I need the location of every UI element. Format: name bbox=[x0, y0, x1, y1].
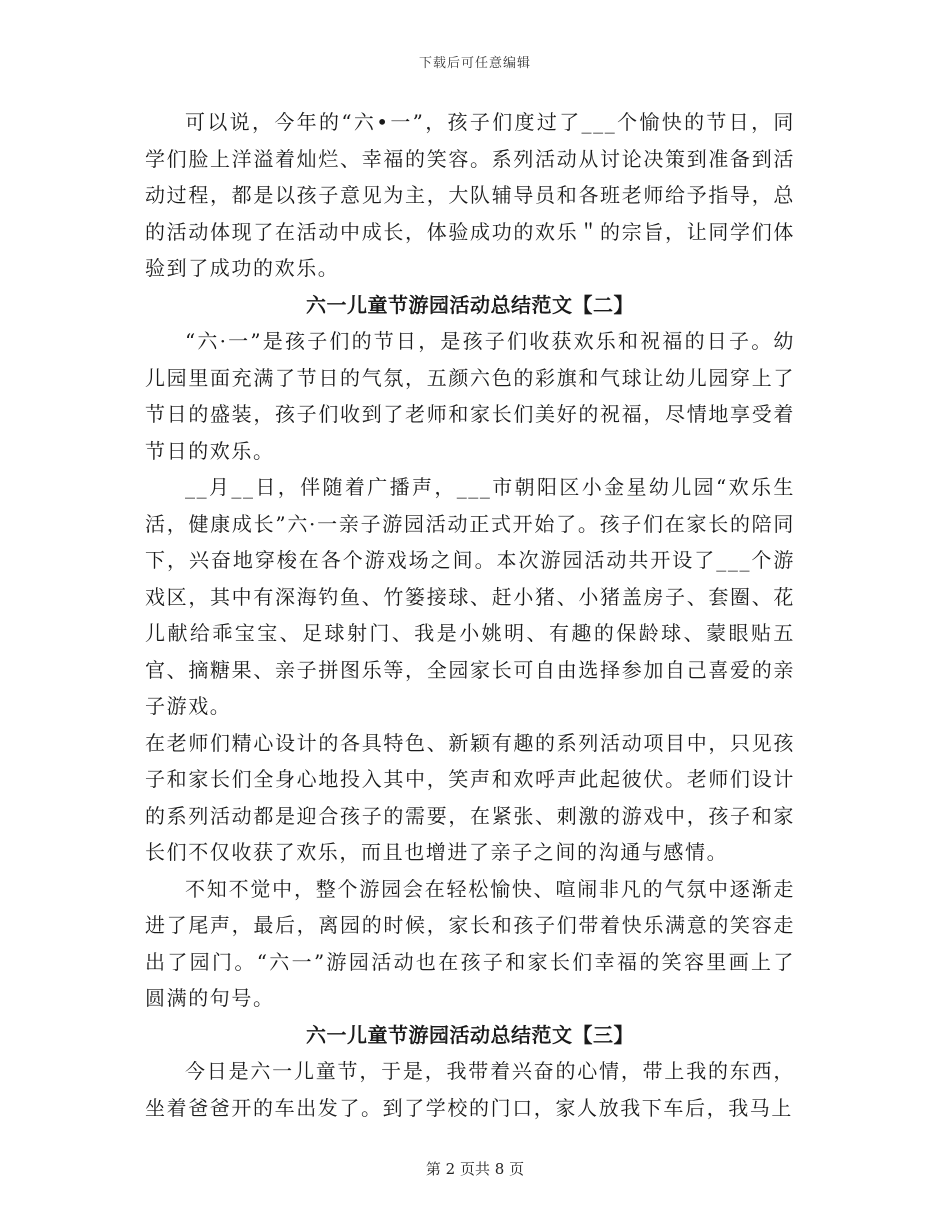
document-body bbox=[145, 104, 795, 1126]
page-number: 第 2 页共 8 页 bbox=[425, 1160, 525, 1178]
paragraph-1: 可以说，今年的“六•一”，孩子们度过了___个愉快的节日，同学们脸上洋溢着灿烂、幸福的笑容。系列活动从讨论决策到准备到活动过程，都是以孩子意见为主，大队辅导员和各班老师给予指导，总的活动体现了在活动中成长，体验成功的欢乐＂的宗旨，让同学们体验到了成功的欢乐。 bbox=[145, 110, 795, 280]
paragraph-2: “六·一”是孩子们的节日，是孩子们收获欢乐和祝福的日子。幼儿园里面充满了节日的气氛，五颜六色的彩旗和气球让幼儿园穿上了节日的盛装，孩子们收到了老师和家长们美好的祝福，尽情地享受着节日的欢乐。 bbox=[145, 329, 795, 463]
section-heading-2: 六一儿童节游园活动总结范文【二】 bbox=[306, 292, 634, 317]
paragraph-6: 今日是六一儿童节，于是，我带着兴奋的心情，带上我的东西，坐着爸爸开的车出发了。到了学校的门口，家人放我下车后，我马上 bbox=[145, 1059, 795, 1120]
section-heading-3: 六一儿童节游园活动总结范文【三】 bbox=[306, 1022, 634, 1047]
page-header: 下载后可任意编辑 bbox=[418, 56, 531, 71]
paragraph-5: 不知不觉中，整个游园会在轻松愉快、喧闹非凡的气氛中逐渐走进了尾声，最后，离园的时候，家长和孩子们带着快乐满意的笑容走出了园门。“六一”游园活动也在孩子和家长们幸福的笑容里画上了圆满的句号。 bbox=[145, 876, 795, 1010]
paragraph-4: 在老师们精心设计的各具特色、新颖有趣的系列活动项目中，只见孩子和家长们全身心地投入其中，笑声和欢呼声此起彼伏。老师们设计的系列活动都是迎合孩子的需要，在紧张、刺激的游戏中，孩子和家长们不仅收获了欢乐，而且也增进了亲子之间的沟通与感情。 bbox=[145, 730, 795, 864]
paragraph-3: __月__日，伴随着广播声，___市朝阳区小金星幼儿园“欢乐生活，健康成长”六·一亲子游园活动正式开始了。孩子们在家长的陪同下，兴奋地穿梭在各个游戏场之间。本次游园活动共开设了___个游戏区，其中有深海钓鱼、竹篓接球、赶小猪、小猪盖房子、套圈、花儿献给乖宝宝、足球射门、我是小姚明、有趣的保龄球、蒙眼贴五官、摘糖果、亲子拼图乐等，全园家长可自由选择参加自己喜爱的亲子游戏。 bbox=[145, 475, 795, 718]
